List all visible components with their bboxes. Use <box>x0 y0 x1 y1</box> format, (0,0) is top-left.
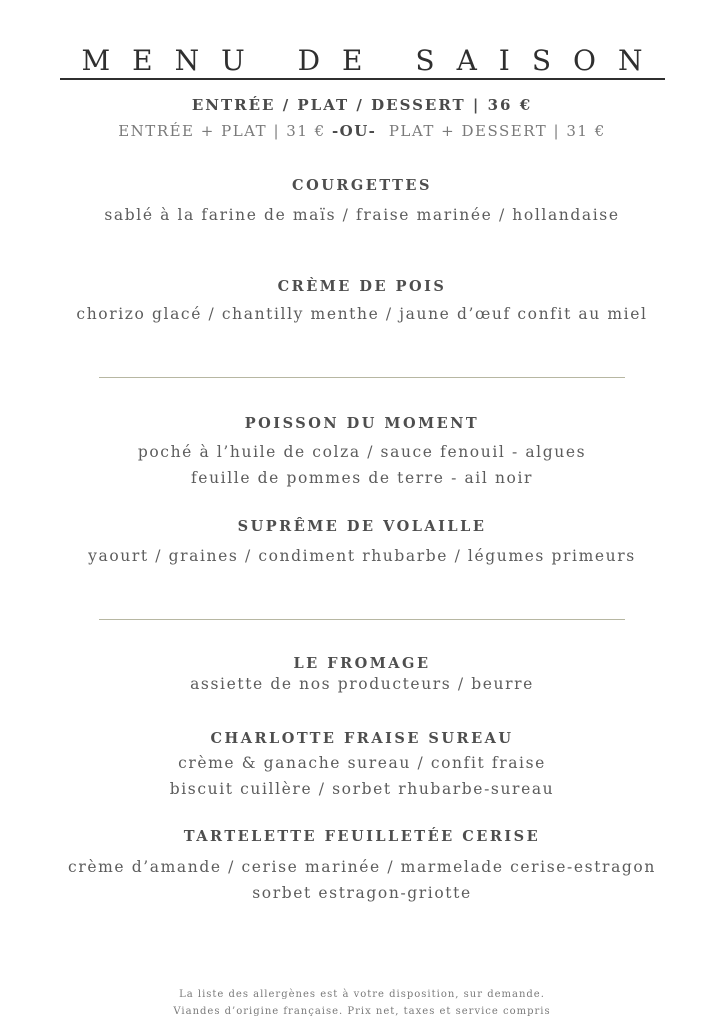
dish-desc-poisson-line2: feuille de pommes de terre - ail noir <box>190 469 534 487</box>
dish-title-charlotte: CHARLOTTE FRAISE SUREAU <box>210 730 514 747</box>
dish-desc-creme-de-pois: chorizo glacé / chantilly menthe / jaune d’œuf confit au miel <box>76 305 648 323</box>
dish-desc-fromage: assiette de nos producteurs / beurre <box>190 675 534 693</box>
dish-desc-courgettes: sablé à la farine de maïs / fraise marinée / hollandaise <box>104 206 620 224</box>
menu-title <box>0 44 724 80</box>
dish-desc-charlotte-line2: biscuit cuillère / sorbet rhubarbe-sureau <box>169 780 555 798</box>
footer-origin-note: Viandes d’origine française. Prix net, taxes et service compris <box>173 1006 551 1017</box>
price-entree-plat: ENTRÉE + PLAT | 31 € <box>118 122 332 140</box>
dish-title-volaille: SUPRÊME DE VOLAILLE <box>237 518 487 535</box>
dish-title-courgettes: COURGETTES <box>292 177 432 194</box>
price-formula-alternatives <box>0 122 724 140</box>
dish-desc-charlotte-line1: crème & ganache sureau / confit fraise <box>178 754 546 772</box>
footer-allergens-note: La liste des allergènes est à votre disposition, sur demande. <box>179 989 545 1000</box>
menu-title-text: MENU DE SAISON <box>60 44 665 80</box>
dish-desc-volaille: yaourt / graines / condiment rhubarbe / légumes primeurs <box>88 547 636 565</box>
section-divider-2 <box>99 619 625 620</box>
price-plat-dessert: PLAT + DESSERT | 31 € <box>376 122 606 140</box>
dish-title-poisson: POISSON DU MOMENT <box>244 415 480 432</box>
section-divider-1 <box>99 377 625 378</box>
dish-desc-tartelette-line2: sorbet estragon-griotte <box>252 884 472 902</box>
dish-desc-tartelette-line1: crème d’amande / cerise marinée / marmelade cerise-estragon <box>68 858 656 876</box>
dish-title-creme-de-pois: CRÈME DE POIS <box>277 278 447 295</box>
dish-desc-poisson-line1: poché à l’huile de colza / sauce fenouil - algues <box>137 443 587 461</box>
price-or-separator: -OU- <box>331 122 377 140</box>
dish-title-tartelette: TARTELETTE FEUILLETÉE CERISE <box>183 828 541 845</box>
dish-title-fromage: LE FROMAGE <box>293 655 431 672</box>
price-formula-full: ENTRÉE / PLAT / DESSERT | 36 € <box>191 96 533 114</box>
